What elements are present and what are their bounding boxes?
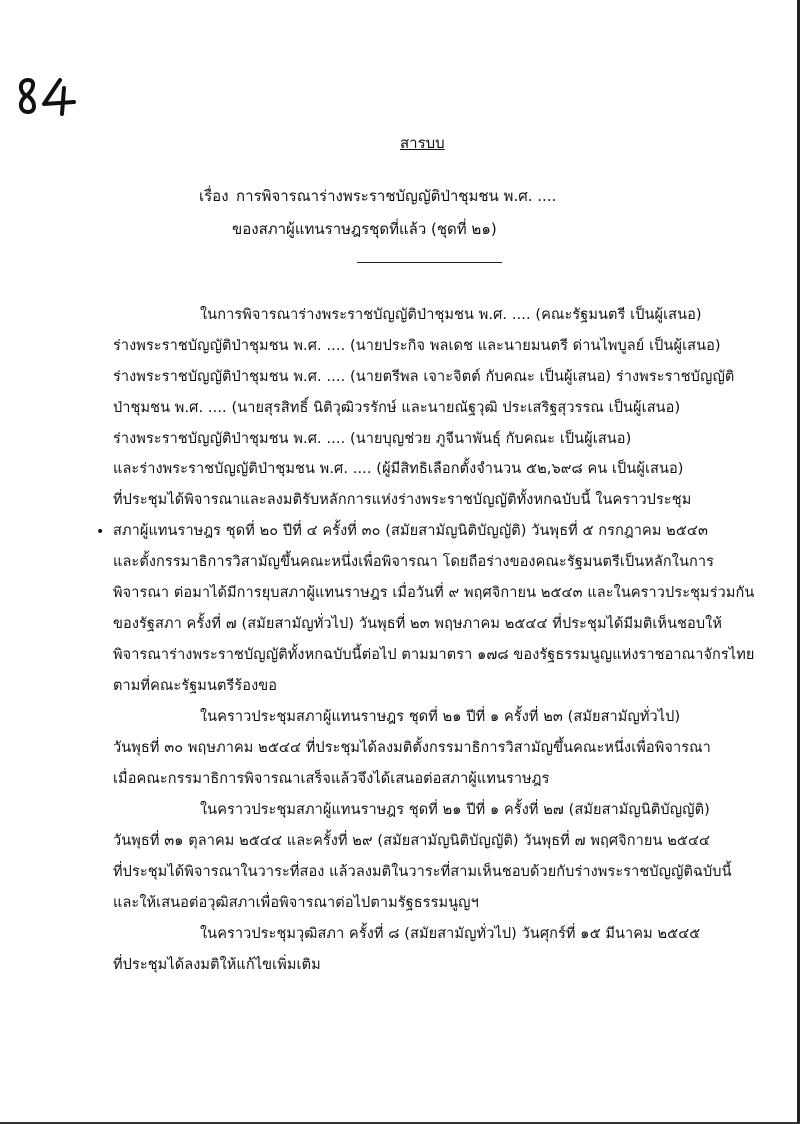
paragraph-line: พิจารณาร่างพระราชบัญญัติทั้งหกฉบับนี้ต่อไป ตามมาตรา ๑๗๘ ของรัฐธรรมนูญแห่งราชอาณาจักรไทย bbox=[113, 647, 755, 663]
paragraph-line: ร่างพระราชบัญญัติป่าชุมชน พ.ศ. .... (นายตรีพล เจาะจิตต์ กับคณะ เป็นผู้เสนอ) ร่างพระราชบัญญัติ bbox=[113, 369, 735, 385]
paragraph-line: วันพุธที่ ๓๑ ตุลาคม ๒๕๔๔ และครั้งที่ ๒๙ (สมัยสามัญนิติบัญญัติ) วันพุธที่ ๗ พฤศจิกายน ๒๕๔๔ bbox=[113, 833, 711, 849]
paragraph-line: ที่ประชุมได้ลงมติให้แก้ไขเพิ่มเติม bbox=[113, 957, 321, 973]
paragraph-line: สภาผู้แทนราษฎร ชุดที่ ๒๐ ปีที่ ๔ ครั้งที่ ๓๐ (สมัยสามัญนิติบัญญัติ) วันพุธที่ ๕ กรกฎาคม ๒๕๔๓ bbox=[113, 523, 708, 539]
paragraph-line: ป่าชุมชน พ.ศ. .... (นายสุรสิทธิ์ นิติวุฒิวรรักษ์ และนายณัฐวุฒิ ประเสริฐสุวรรณ เป็นผู้เสนอ) bbox=[113, 400, 681, 416]
paragraph-line: ร่างพระราชบัญญัติป่าชุมชน พ.ศ. .... (นายประกิจ พลเดช และนายมนตรี ด่านไพบูลย์ เป็นผู้เสนอ) bbox=[113, 338, 721, 354]
subject-label: เรื่อง bbox=[199, 187, 229, 205]
paragraph-line: ของรัฐสภา ครั้งที่ ๗ (สมัยสามัญทั่วไป) วันพุธที่ ๒๓ พฤษภาคม ๒๕๔๔ ที่ประชุมได้มีมติเห็นชอบให้ bbox=[113, 616, 722, 632]
document-title: สารบบ bbox=[400, 134, 445, 152]
stray-mark: • bbox=[96, 524, 105, 540]
paragraph-line: ที่ประชุมได้พิจารณาและลงมติรับหลักการแห่งร่างพระราชบัญญัติทั้งหกฉบับนี้ ในคราวประชุม bbox=[113, 492, 692, 508]
paragraph-line: ในคราวประชุมสภาผู้แทนราษฎร ชุดที่ ๒๑ ปีที่ ๑ ครั้งที่ ๒๗ (สมัยสามัญนิติบัญญัติ) bbox=[200, 802, 710, 818]
subject-line: ของสภาผู้แทนราษฎรชุดที่แล้ว (ชุดที่ ๒๑) bbox=[232, 220, 497, 238]
paragraph-line: ที่ประชุมได้พิจารณาในวาระที่สอง แล้วลงมติในวาระที่สามเห็นชอบด้วยกับร่างพระราชบัญญัติฉบับนี้ bbox=[113, 864, 732, 880]
divider-line bbox=[357, 262, 502, 263]
paragraph-line: เมื่อคณะกรรมาธิการพิจารณาเสร็จแล้วจึงได้เสนอต่อสภาผู้แทนราษฎร bbox=[113, 771, 550, 787]
paragraph-line: และให้เสนอต่อวุฒิสภาเพื่อพิจารณาต่อไปตามรัฐธรรมนูญฯ bbox=[113, 895, 479, 911]
paragraph-line: และร่างพระราชบัญญัติป่าชุมชน พ.ศ. .... (ผู้มีสิทธิเลือกตั้งจำนวน ๕๒,๖๙๘ คน เป็นผู้เสนอ) bbox=[113, 461, 684, 477]
handwritten-page-number bbox=[12, 68, 82, 118]
paragraph-line: ตามที่คณะรัฐมนตรีร้องขอ bbox=[113, 678, 278, 694]
paragraph-line: ร่างพระราชบัญญัติป่าชุมชน พ.ศ. .... (นายบุญช่วย ภูจีนาพันธุ์ กับคณะ เป็นผู้เสนอ) bbox=[113, 431, 632, 447]
paragraph-line: ในการพิจารณาร่างพระราชบัญญัติป่าชุมชน พ.ศ. .... (คณะรัฐมนตรี เป็นผู้เสนอ) bbox=[200, 307, 702, 323]
paragraph-line: พิจารณา ต่อมาได้มีการยุบสภาผู้แทนราษฎร เมื่อวันที่ ๙ พฤศจิกายน ๒๕๔๓ และในคราวประชุมร่วมกัน bbox=[113, 585, 755, 601]
paragraph-line: และตั้งกรรมาธิการวิสามัญขึ้นคณะหนึ่งเพื่อพิจารณา โดยถือร่างของคณะรัฐมนตรีเป็นหลักในการ bbox=[113, 554, 715, 570]
subject-line: การพิจารณาร่างพระราชบัญญัติป่าชุมชน พ.ศ. .... bbox=[236, 187, 557, 205]
paragraph-line: วันพุธที่ ๓๐ พฤษภาคม ๒๕๔๔ ที่ประชุมได้ลงมติตั้งกรรมาธิการวิสามัญขึ้นคณะหนึ่งเพื่อพิจารณา bbox=[113, 740, 711, 756]
paragraph-line: ในคราวประชุมสภาผู้แทนราษฎร ชุดที่ ๒๑ ปีที่ ๑ ครั้งที่ ๒๓ (สมัยสามัญทั่วไป) bbox=[200, 709, 681, 725]
paragraph-line: ในคราวประชุมวุฒิสภา ครั้งที่ ๘ (สมัยสามัญทั่วไป) วันศุกร์ที่ ๑๕ มีนาคม ๒๕๔๕ bbox=[200, 926, 701, 942]
